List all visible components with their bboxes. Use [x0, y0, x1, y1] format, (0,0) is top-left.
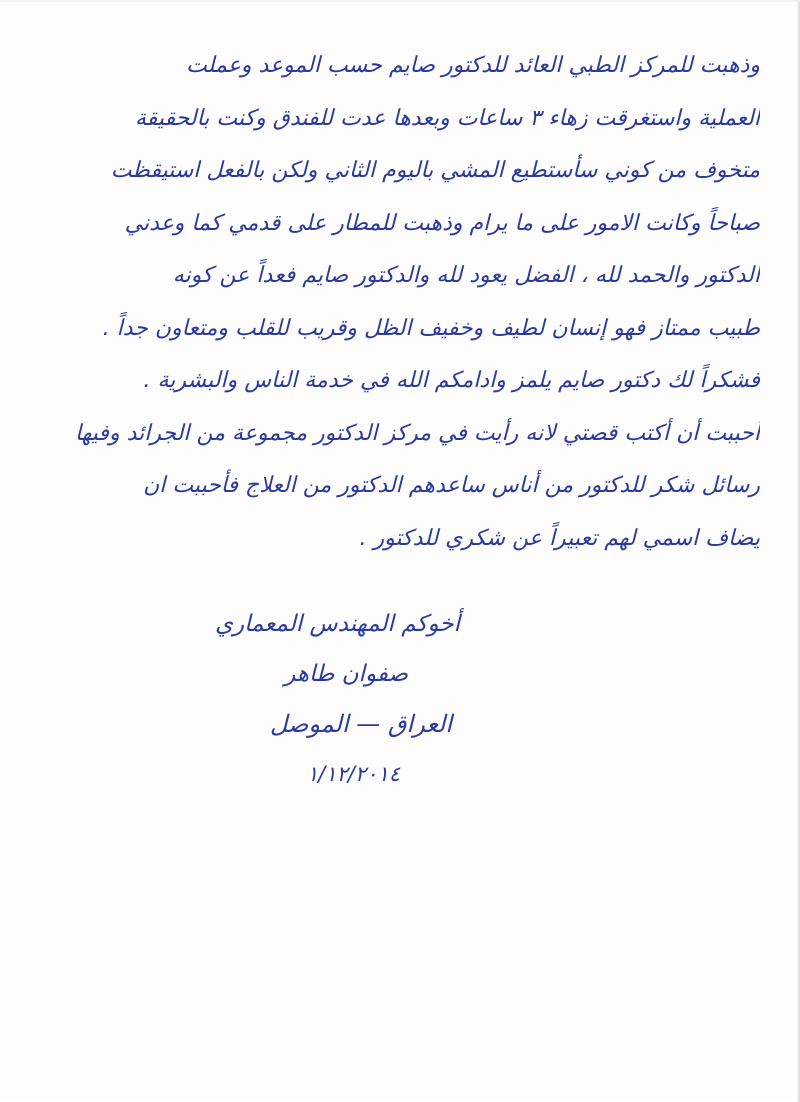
- letter-line: العملية واستغرقت زهاء ٣ ساعات وبعدها عدت للفندق وكنت بالحقيقة: [135, 105, 760, 131]
- signature-name: صفوان طاهر: [284, 661, 408, 687]
- letter-line: وذهبت للمركز الطبي العائد للدكتور صايم حسب الموعد وعملت: [186, 53, 760, 78]
- letter-line: متخوف من كوني سأستطيع المشي باليوم الثاني ولكن بالفعل استيقظت: [110, 158, 760, 183]
- letter-line: صباحاً وكانت الامور على ما يرام وذهبت للمطار على قدمي كما وعدني: [124, 210, 760, 236]
- letter-line: فشكراً لك دكتور صايم يلمز وادامكم الله في خدمة الناس والبشرية .: [143, 368, 760, 393]
- signature-title: أخوكم المهندس المعماري: [215, 611, 460, 637]
- letter-line: يضاف اسمي لهم تعبيراً عن شكري للدكتور .: [359, 525, 760, 551]
- signature-location: العراق — الموصل: [269, 710, 452, 738]
- signature-block: [150, 604, 460, 804]
- letter-body: [60, 46, 760, 571]
- letter-line: أحببت أن أكتب قصتي لانه رأيت في مركز الدكتور مجموعة من الجرائد وفيها: [74, 420, 760, 446]
- letter-line: طبيب ممتاز فهو إنسان لطيف وخفيف الظل وقريب للقلب ومتعاون جداً .: [102, 315, 760, 341]
- signature-date: ١/١٢/٢٠١٤: [306, 762, 400, 786]
- letter-line: رسائل شكر للدكتور من أناس ساعدهم الدكتور من العلاج فأحببت ان: [143, 473, 760, 498]
- letter-line: الدكتور والحمد لله ، الفضل يعود لله والدكتور صايم فعداً عن كونه: [172, 263, 760, 288]
